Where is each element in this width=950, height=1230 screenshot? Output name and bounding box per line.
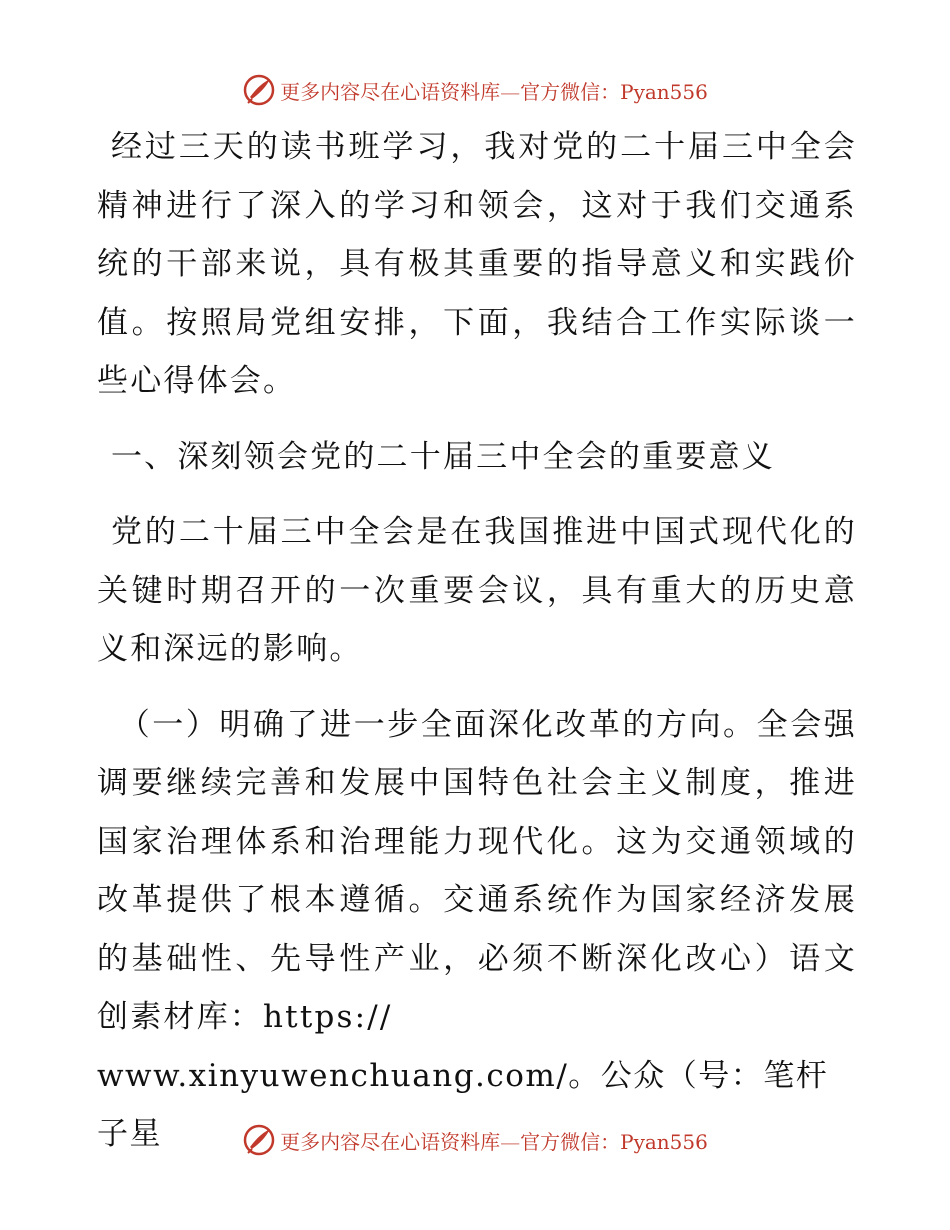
- quill-logo-icon: [242, 1123, 276, 1157]
- watermark-text: 更多内容尽在心语资料库—官方微信：Pyan556: [280, 1129, 708, 1154]
- quill-logo-icon: [242, 73, 276, 107]
- paragraph-significance: 党的二十届三中全会是在我国推进中国式现代化的关键时期召开的一次重要会议，具有重大的历史意义和深远的影响。: [97, 514, 857, 667]
- document-body: [97, 118, 857, 1164]
- paragraph-tail-line: www.xinyuwenchuang.com/。公众（号：笔杆子星: [97, 1057, 829, 1152]
- watermark-banner-top: [0, 70, 950, 110]
- watermark-banner-bottom: [0, 1120, 950, 1160]
- watermark-text: 更多内容尽在心语资料库—官方微信：Pyan556: [280, 79, 708, 104]
- paragraph-subsection-1: （一）明确了进一步全面深化改革的方向。全会强调要继续完善和发展中国特色社会主义制度，推进国家治理体系和治理能力现代化。这为交通领域的改革提供了根本遵循。交通系统作为国家经济发展的基础性、先导性产业，必须不断深化改心）语文创素材库：https://: [97, 706, 857, 1035]
- section-heading: 一、深刻领会党的二十届三中全会的重要意义: [110, 438, 775, 475]
- paragraph-intro: 经过三天的读书班学习，我对党的二十届三中全会精神进行了深入的学习和领会，这对于我们交通系统的干部来说，具有极其重要的指导意义和实践价值。按照局党组安排，下面，我结合工作实际谈一些心得体会。: [97, 129, 857, 399]
